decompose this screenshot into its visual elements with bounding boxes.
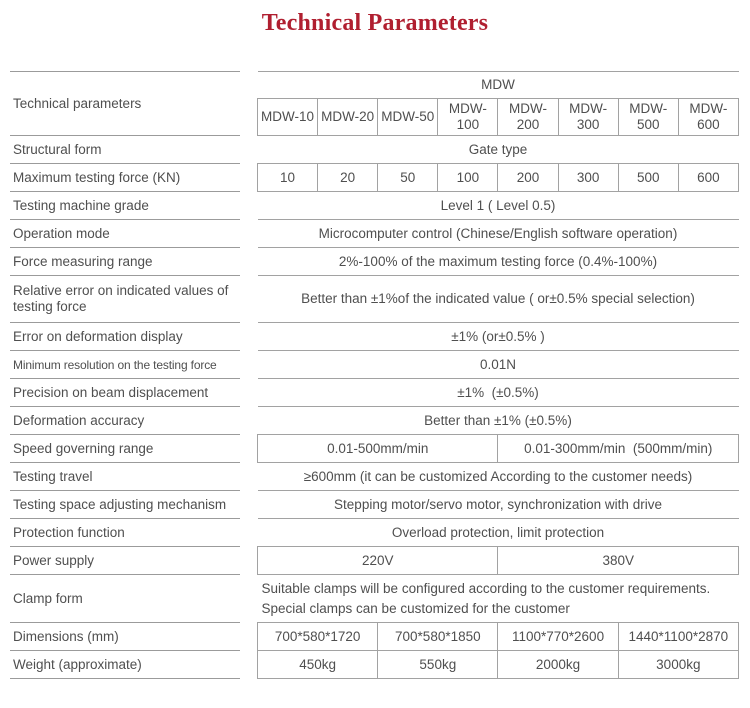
force-value-cell: 50 — [378, 164, 438, 192]
power-supply-cell: 380V — [498, 547, 739, 575]
param-value: Stepping motor/servo motor, synchronization with drive — [258, 491, 739, 519]
param-value: 2%-100% of the maximum testing force (0.4%-100%) — [258, 248, 739, 276]
param-value: Microcomputer control (Chinese/English software operation) — [258, 220, 739, 248]
param-label: Dimensions (mm) — [10, 623, 240, 651]
row-deformation-accuracy — [10, 407, 739, 435]
column-gap — [240, 136, 257, 164]
column-gap — [240, 623, 257, 651]
weight-cell: 550kg — [378, 651, 498, 679]
row-weight — [10, 651, 739, 679]
param-value: Better than ±1%of the indicated value ( or±0.5% special selection) — [258, 276, 739, 323]
row-error-deformation-display — [10, 323, 739, 351]
column-gap — [240, 651, 257, 679]
column-gap — [240, 164, 257, 192]
param-label: Force measuring range — [10, 248, 240, 276]
param-label: Testing machine grade — [10, 192, 240, 220]
row-power-supply — [10, 547, 739, 575]
force-value-cell: 300 — [558, 164, 618, 192]
column-gap — [240, 519, 257, 547]
row-minimum-resolution — [10, 351, 739, 379]
model-header-cell: MDW-300 — [558, 99, 618, 136]
dimensions-cell: 700*580*1850 — [378, 623, 498, 651]
row-maximum-testing-force — [10, 164, 739, 192]
row-relative-error — [10, 276, 739, 323]
row-force-measuring-range — [10, 248, 739, 276]
row-protection-function — [10, 519, 739, 547]
weight-cell: 450kg — [258, 651, 378, 679]
clamp-form-line: Special clamps can be customized for the customer — [261, 600, 570, 616]
dimensions-cell: 1100*770*2600 — [498, 623, 618, 651]
column-gap — [240, 351, 257, 379]
force-value-cell: 20 — [318, 164, 378, 192]
row-group-header — [10, 72, 739, 99]
column-gap — [240, 407, 257, 435]
param-label: Precision on beam displacement — [10, 379, 240, 407]
param-label: Clamp form — [10, 575, 240, 623]
param-label: Speed governing range — [10, 435, 240, 463]
row-clamp-form — [10, 575, 739, 623]
param-value: ±1% (or±0.5% ) — [258, 323, 739, 351]
column-gap — [240, 72, 257, 136]
dimensions-cell: 1440*1100*2870 — [618, 623, 738, 651]
param-label: Protection function — [10, 519, 240, 547]
column-gap — [240, 547, 257, 575]
column-gap — [240, 323, 257, 351]
column-gap — [240, 220, 257, 248]
param-label: Testing space adjusting mechanism — [10, 491, 240, 519]
force-value-cell: 10 — [258, 164, 318, 192]
row-dimensions — [10, 623, 739, 651]
clamp-form-line: Suitable clamps will be configured according to the customer requirements. — [261, 580, 711, 596]
column-gap — [240, 575, 257, 623]
param-label: Deformation accuracy — [10, 407, 240, 435]
model-header-cell: MDW-20 — [318, 99, 378, 136]
row-testing-travel — [10, 463, 739, 491]
speed-range-cell: 0.01-500mm/min — [258, 435, 498, 463]
column-gap — [240, 379, 257, 407]
param-value: Better than ±1% (±0.5%) — [258, 407, 739, 435]
param-label: Minimum resolution on the testing force — [10, 351, 240, 379]
technical-parameters-table — [10, 71, 739, 679]
model-header-cell: MDW-50 — [378, 99, 438, 136]
param-value: Gate type — [258, 136, 739, 164]
param-label: Relative error on indicated values of testing force — [10, 276, 240, 323]
force-value-cell: 600 — [678, 164, 738, 192]
param-label: Structural form — [10, 136, 240, 164]
param-label: Maximum testing force (KN) — [10, 164, 240, 192]
model-header-cell: MDW-500 — [618, 99, 678, 136]
param-value: Level 1 ( Level 0.5) — [258, 192, 739, 220]
force-value-cell: 100 — [438, 164, 498, 192]
speed-range-cell: 0.01-300mm/min (500mm/min) — [498, 435, 739, 463]
row-precision-beam-displacement — [10, 379, 739, 407]
param-value: ±1% (±0.5%) — [258, 379, 739, 407]
row-testing-space-mechanism — [10, 491, 739, 519]
power-supply-cell: 220V — [258, 547, 498, 575]
model-header-cell: MDW-10 — [258, 99, 318, 136]
param-value: Overload protection, limit protection — [258, 519, 739, 547]
clamp-form-value — [258, 575, 739, 623]
row-structural-form — [10, 136, 739, 164]
column-gap — [240, 463, 257, 491]
column-gap — [240, 192, 257, 220]
row-testing-machine-grade — [10, 192, 739, 220]
param-value: ≥600mm (it can be customized According to the customer needs) — [258, 463, 739, 491]
page-title: Technical Parameters — [261, 10, 489, 36]
model-group-header: MDW — [258, 72, 739, 99]
model-header-cell: MDW-600 — [678, 99, 738, 136]
weight-cell: 2000kg — [498, 651, 618, 679]
force-value-cell: 500 — [618, 164, 678, 192]
param-label: Power supply — [10, 547, 240, 575]
corner-label: Technical parameters — [10, 72, 240, 136]
row-operation-mode — [10, 220, 739, 248]
model-header-cell: MDW-100 — [438, 99, 498, 136]
param-value: 0.01N — [258, 351, 739, 379]
param-label: Testing travel — [10, 463, 240, 491]
column-gap — [240, 435, 257, 463]
column-gap — [240, 276, 257, 323]
model-header-cell: MDW-200 — [498, 99, 558, 136]
param-label: Operation mode — [10, 220, 240, 248]
column-gap — [240, 491, 257, 519]
dimensions-cell: 700*580*1720 — [258, 623, 378, 651]
param-label: Weight (approximate) — [10, 651, 240, 679]
column-gap — [240, 248, 257, 276]
weight-cell: 3000kg — [618, 651, 738, 679]
param-label: Error on deformation display — [10, 323, 240, 351]
row-speed-governing-range — [10, 435, 739, 463]
force-value-cell: 200 — [498, 164, 558, 192]
